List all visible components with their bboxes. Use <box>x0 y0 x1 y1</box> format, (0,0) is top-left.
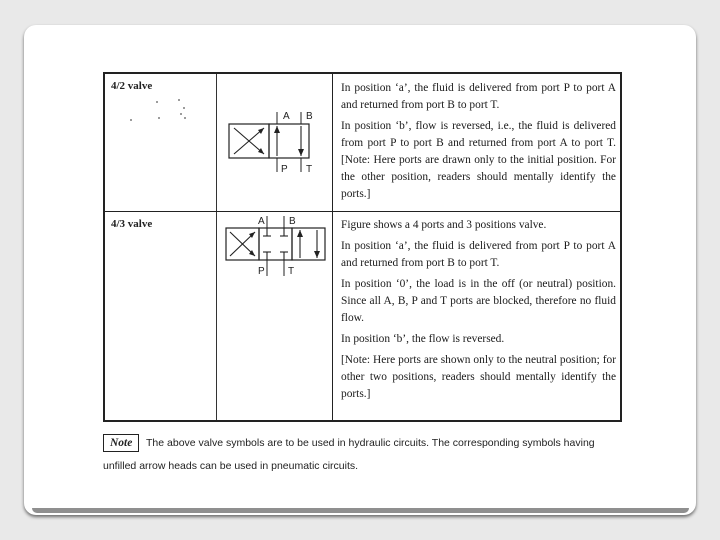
port-label-t: T <box>288 266 295 277</box>
port-label-p: P <box>258 266 265 277</box>
port-label-p: P <box>281 164 288 175</box>
table-row-4-3-valve <box>105 212 620 420</box>
valve-description <box>341 80 616 207</box>
valve-name: 4/3 valve <box>111 218 153 230</box>
valve-name: 4/2 valve <box>111 80 153 92</box>
slide-shadow-bar <box>32 508 689 513</box>
port-label-b: B <box>306 111 313 122</box>
description-paragraph: [Note: Here ports are shown only to the neutral position; for other two positions, readers should mentally identify the ports.] <box>341 354 616 400</box>
port-label-a: A <box>283 111 290 122</box>
description-paragraph: Figure shows a 4 ports and 3 positions valve. <box>341 219 547 231</box>
valve-description <box>341 217 616 407</box>
valve-table <box>103 72 622 422</box>
note-text-line2: unfilled arrow heads can be used in pneumatic circuits. <box>103 460 359 472</box>
description-paragraph: In position ‘0’, the load is in the off (or neutral) position. Since all A, B, P and T ports are blocked, therefore no fluid flow. <box>341 278 616 324</box>
description-paragraph: In position ‘b’, the flow is reversed. <box>341 333 505 345</box>
footnote <box>103 432 622 472</box>
description-paragraph: In position ‘a’, the fluid is delivered from port P to port A and returned from port B to port T. <box>341 82 616 111</box>
port-label-b: B <box>289 216 296 227</box>
port-label-t: T <box>306 164 313 175</box>
scan-specks <box>129 96 199 126</box>
note-label: Note <box>103 434 139 452</box>
4-2-valve-symbol <box>227 106 319 176</box>
description-paragraph: In position ‘a’, the fluid is delivered from port P to port A and returned from port B to port T. <box>341 240 616 269</box>
table-row-4-2-valve <box>105 74 620 212</box>
4-3-valve-symbol <box>223 214 328 284</box>
description-paragraph: In position ‘b’, flow is reversed, i.e., the fluid is delivered from port P to port B and returned from port A to port T. [Note: Here ports are drawn only to the initial position. For the other position, readers should mentally identify the ports.] <box>341 120 616 200</box>
note-text-line1: The above valve symbols are to be used in hydraulic circuits. The corresponding symbols having <box>146 437 595 449</box>
port-label-a: A <box>258 216 265 227</box>
